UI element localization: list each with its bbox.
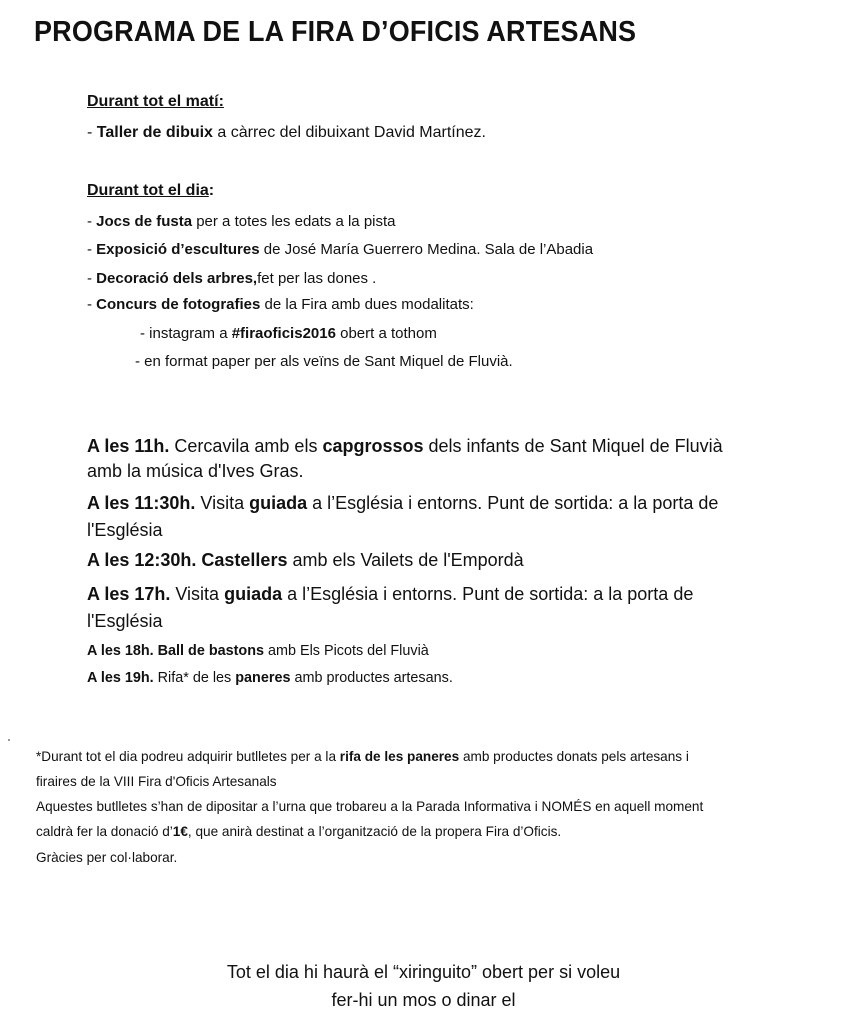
schedule-item: A les 18h. Ball de bastons amb Els Picots del Fluvià	[87, 643, 429, 659]
schedule-item-cont: l'Església	[87, 611, 163, 631]
note-line: *Durant tot el dia podreu adquirir butlletes per a la rifa de les paneres amb productes donats pels artesans i	[36, 749, 689, 764]
day-item: - Concurs de fotografies de la Fira amb dues modalitats:	[87, 296, 474, 313]
schedule-item-cont: amb la música d'Ives Gras.	[87, 461, 304, 481]
day-subitem: - instagram a #firaoficis2016 obert a tothom	[140, 325, 437, 342]
day-item: - Exposició d’escultures de José María Guerrero Medina. Sala de l’Abadia	[87, 241, 594, 258]
schedule-item: A les 11:30h. Visita guiada a l’Església i entorns. Punt de sortida: a la porta de	[87, 493, 719, 513]
schedule-item: A les 19h. Rifa* de les paneres amb productes artesans.	[87, 670, 453, 686]
schedule-item: A les 17h. Visita guiada a l’Església i entorns. Punt de sortida: a la porta de	[87, 584, 694, 604]
schedule-item-cont: l'Església	[87, 520, 163, 540]
morning-item: - Taller de dibuix a càrrec del dibuixant David Martínez.	[87, 124, 486, 141]
day-heading: Durant tot el dia:	[87, 182, 215, 199]
page-title: PROGRAMA DE LA FIRA D’OFICIS ARTESANS	[34, 16, 637, 48]
stray-dot	[8, 739, 10, 741]
note-line: caldrà fer la donació d’1€, que anirà destinat a l’organització de la propera Fira d’Oficis.	[36, 824, 562, 839]
day-item: - Jocs de fusta per a totes les edats a la pista	[87, 213, 396, 230]
day-subitem: - en format paper per als veïns de Sant Miquel de Fluvià.	[135, 353, 513, 370]
note-line: firaires de la VIII Fira d'Oficis Artesanals	[36, 774, 277, 789]
schedule-item: A les 11h. Cercavila amb els capgrossos dels infants de Sant Miquel de Fluvià	[87, 436, 723, 456]
morning-heading: Durant tot el matí:	[87, 93, 224, 110]
schedule-item: A les 12:30h. Castellers amb els Vailets de l'Empordà	[87, 550, 524, 570]
day-item: - Decoració dels arbres,fet per las dones .	[87, 270, 377, 287]
note-line: Aquestes butlletes s’han de dipositar a l’urna que trobareu a la Parada Informativa i NOMÉS en aquell moment	[36, 799, 704, 814]
note-line: Gràcies per col·laborar.	[36, 850, 178, 865]
footer-line: Tot el dia hi haurà el “xiringuito” obert per si voleu	[226, 962, 621, 982]
footer-line: fer-hi un mos o dinar el	[331, 990, 516, 1010]
